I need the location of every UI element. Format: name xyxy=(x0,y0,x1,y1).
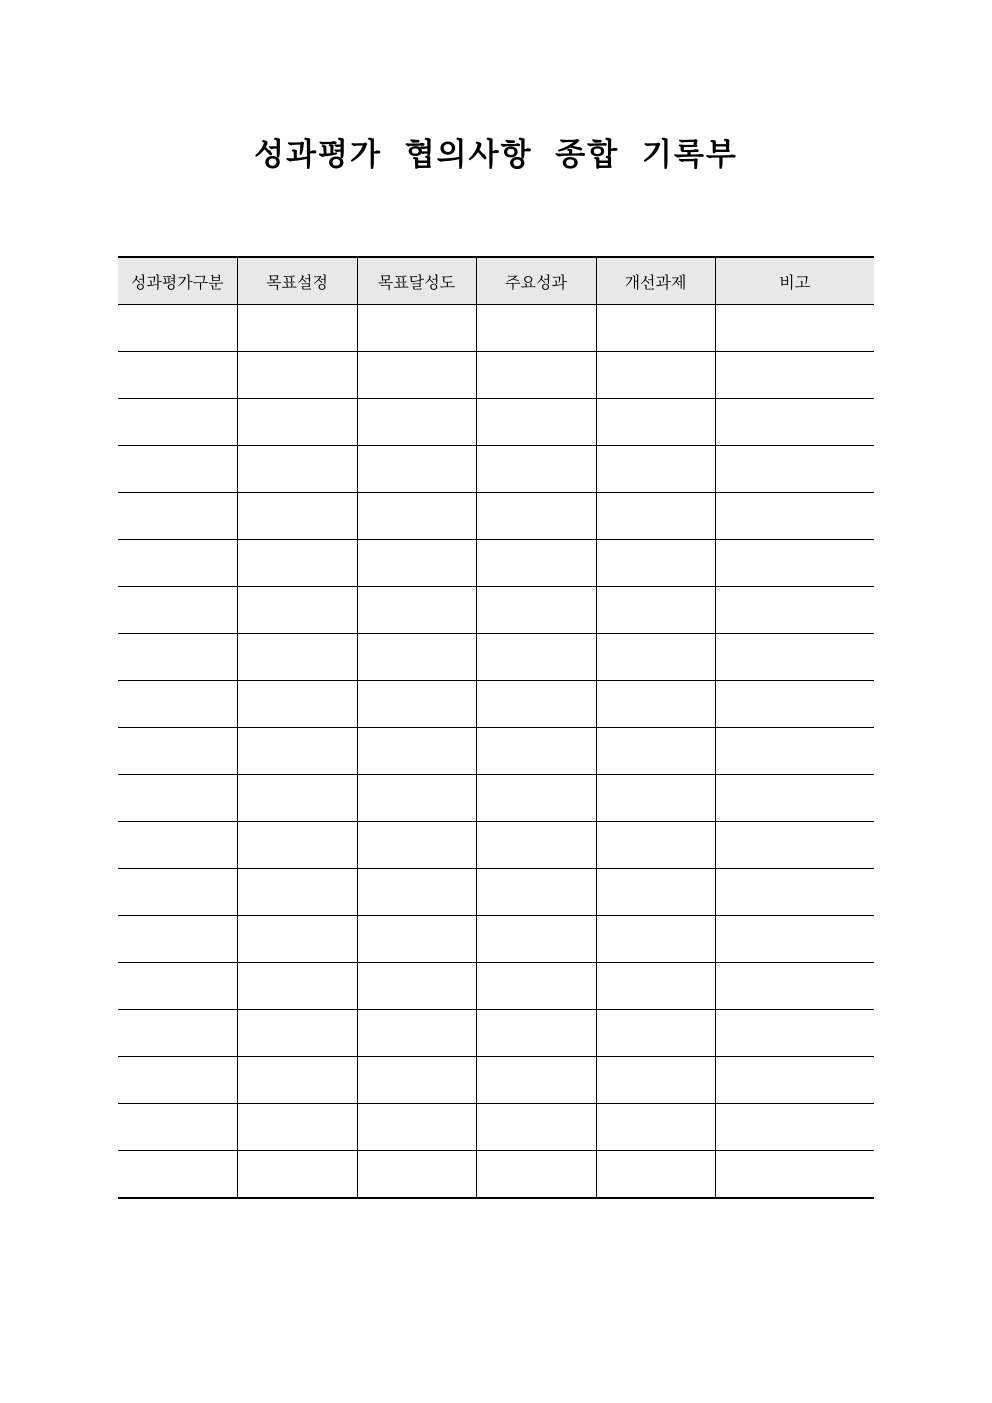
cell-goal-setting[interactable] xyxy=(237,916,357,963)
cell-goal-setting[interactable] xyxy=(237,493,357,540)
cell-goal-setting[interactable] xyxy=(237,587,357,634)
cell-key-results[interactable] xyxy=(476,963,596,1010)
cell-category[interactable] xyxy=(118,1057,237,1104)
cell-goal-setting[interactable] xyxy=(237,399,357,446)
cell-achievement[interactable] xyxy=(357,728,476,775)
cell-remarks[interactable] xyxy=(715,634,874,681)
cell-improvements[interactable] xyxy=(596,963,715,1010)
cell-key-results[interactable] xyxy=(476,1010,596,1057)
cell-remarks[interactable] xyxy=(715,1010,874,1057)
cell-key-results[interactable] xyxy=(476,822,596,869)
table-row xyxy=(118,446,874,493)
cell-remarks[interactable] xyxy=(715,728,874,775)
cell-goal-setting[interactable] xyxy=(237,352,357,399)
cell-category[interactable] xyxy=(118,305,237,352)
cell-category[interactable] xyxy=(118,540,237,587)
record-table xyxy=(118,256,874,1199)
cell-category[interactable] xyxy=(118,775,237,822)
cell-category[interactable] xyxy=(118,446,237,493)
cell-improvements[interactable] xyxy=(596,1057,715,1104)
cell-goal-setting[interactable] xyxy=(237,1010,357,1057)
cell-goal-setting[interactable] xyxy=(237,305,357,352)
cell-improvements[interactable] xyxy=(596,352,715,399)
table-row xyxy=(118,352,874,399)
cell-remarks[interactable] xyxy=(715,681,874,728)
table-row xyxy=(118,1151,874,1199)
cell-achievement[interactable] xyxy=(357,352,476,399)
cell-achievement[interactable] xyxy=(357,587,476,634)
cell-improvements[interactable] xyxy=(596,728,715,775)
header-row xyxy=(118,257,874,305)
cell-key-results[interactable] xyxy=(476,634,596,681)
cell-goal-setting[interactable] xyxy=(237,540,357,587)
table-row xyxy=(118,634,874,681)
cell-category[interactable] xyxy=(118,587,237,634)
cell-remarks[interactable] xyxy=(715,305,874,352)
cell-improvements[interactable] xyxy=(596,1010,715,1057)
cell-category[interactable] xyxy=(118,352,237,399)
cell-goal-setting[interactable] xyxy=(237,869,357,916)
column-header-goal-setting: 목표설정 xyxy=(237,257,357,305)
cell-remarks[interactable] xyxy=(715,540,874,587)
cell-improvements[interactable] xyxy=(596,399,715,446)
cell-remarks[interactable] xyxy=(715,822,874,869)
cell-achievement[interactable] xyxy=(357,493,476,540)
cell-key-results[interactable] xyxy=(476,446,596,493)
cell-goal-setting[interactable] xyxy=(237,728,357,775)
cell-goal-setting[interactable] xyxy=(237,775,357,822)
cell-goal-setting[interactable] xyxy=(237,446,357,493)
column-header-key-results: 주요성과 xyxy=(476,257,596,305)
column-header-category: 성과평가구분 xyxy=(118,257,237,305)
cell-key-results[interactable] xyxy=(476,540,596,587)
column-header-achievement: 목표달성도 xyxy=(357,257,476,305)
table-row xyxy=(118,728,874,775)
cell-improvements[interactable] xyxy=(596,540,715,587)
cell-category[interactable] xyxy=(118,916,237,963)
cell-achievement[interactable] xyxy=(357,305,476,352)
cell-goal-setting[interactable] xyxy=(237,822,357,869)
table-row xyxy=(118,493,874,540)
cell-key-results[interactable] xyxy=(476,916,596,963)
cell-improvements[interactable] xyxy=(596,493,715,540)
cell-improvements[interactable] xyxy=(596,916,715,963)
cell-achievement[interactable] xyxy=(357,1104,476,1151)
cell-key-results[interactable] xyxy=(476,1057,596,1104)
cell-category[interactable] xyxy=(118,681,237,728)
cell-key-results[interactable] xyxy=(476,305,596,352)
cell-improvements[interactable] xyxy=(596,869,715,916)
cell-key-results[interactable] xyxy=(476,493,596,540)
cell-improvements[interactable] xyxy=(596,822,715,869)
cell-key-results[interactable] xyxy=(476,869,596,916)
table-row xyxy=(118,1104,874,1151)
table-row xyxy=(118,916,874,963)
cell-remarks[interactable] xyxy=(715,1057,874,1104)
column-header-improvements: 개선과제 xyxy=(596,257,715,305)
cell-improvements[interactable] xyxy=(596,634,715,681)
cell-achievement[interactable] xyxy=(357,1057,476,1104)
cell-improvements[interactable] xyxy=(596,775,715,822)
cell-goal-setting[interactable] xyxy=(237,1057,357,1104)
cell-key-results[interactable] xyxy=(476,587,596,634)
cell-category[interactable] xyxy=(118,963,237,1010)
cell-key-results[interactable] xyxy=(476,399,596,446)
cell-key-results[interactable] xyxy=(476,1104,596,1151)
cell-category[interactable] xyxy=(118,493,237,540)
cell-remarks[interactable] xyxy=(715,399,874,446)
table-row xyxy=(118,399,874,446)
table-row xyxy=(118,681,874,728)
cell-category[interactable] xyxy=(118,1010,237,1057)
cell-category[interactable] xyxy=(118,822,237,869)
cell-achievement[interactable] xyxy=(357,399,476,446)
cell-category[interactable] xyxy=(118,634,237,681)
cell-category[interactable] xyxy=(118,399,237,446)
cell-category[interactable] xyxy=(118,869,237,916)
page-title: 성과평가 협의사항 종합 기록부 xyxy=(254,137,738,173)
cell-category[interactable] xyxy=(118,728,237,775)
table-row xyxy=(118,775,874,822)
cell-remarks[interactable] xyxy=(715,587,874,634)
cell-achievement[interactable] xyxy=(357,963,476,1010)
cell-achievement[interactable] xyxy=(357,634,476,681)
cell-achievement[interactable] xyxy=(357,1010,476,1057)
cell-category[interactable] xyxy=(118,1151,237,1199)
cell-category[interactable] xyxy=(118,1104,237,1151)
cell-goal-setting[interactable] xyxy=(237,963,357,1010)
table-row xyxy=(118,869,874,916)
cell-goal-setting[interactable] xyxy=(237,1104,357,1151)
table-body xyxy=(118,305,874,1199)
cell-key-results[interactable] xyxy=(476,1151,596,1199)
table-row xyxy=(118,540,874,587)
cell-remarks[interactable] xyxy=(715,493,874,540)
table-row xyxy=(118,305,874,352)
cell-achievement[interactable] xyxy=(357,540,476,587)
cell-improvements[interactable] xyxy=(596,446,715,493)
cell-achievement[interactable] xyxy=(357,446,476,493)
column-header-remarks: 비고 xyxy=(715,257,874,305)
table-row xyxy=(118,1010,874,1057)
cell-achievement[interactable] xyxy=(357,1151,476,1199)
cell-goal-setting[interactable] xyxy=(237,681,357,728)
cell-achievement[interactable] xyxy=(357,869,476,916)
cell-key-results[interactable] xyxy=(476,681,596,728)
cell-improvements[interactable] xyxy=(596,1151,715,1199)
table-row xyxy=(118,822,874,869)
cell-goal-setting[interactable] xyxy=(237,1151,357,1199)
cell-key-results[interactable] xyxy=(476,775,596,822)
cell-remarks[interactable] xyxy=(715,963,874,1010)
cell-improvements[interactable] xyxy=(596,305,715,352)
cell-remarks[interactable] xyxy=(715,1104,874,1151)
cell-improvements[interactable] xyxy=(596,587,715,634)
cell-achievement[interactable] xyxy=(357,916,476,963)
cell-remarks[interactable] xyxy=(715,446,874,493)
cell-key-results[interactable] xyxy=(476,728,596,775)
cell-goal-setting[interactable] xyxy=(237,634,357,681)
cell-remarks[interactable] xyxy=(715,869,874,916)
table-row xyxy=(118,963,874,1010)
cell-remarks[interactable] xyxy=(715,1151,874,1199)
table-row xyxy=(118,587,874,634)
cell-key-results[interactable] xyxy=(476,352,596,399)
table-row xyxy=(118,1057,874,1104)
cell-achievement[interactable] xyxy=(357,775,476,822)
cell-improvements[interactable] xyxy=(596,681,715,728)
cell-remarks[interactable] xyxy=(715,775,874,822)
cell-remarks[interactable] xyxy=(715,352,874,399)
cell-remarks[interactable] xyxy=(715,916,874,963)
cell-achievement[interactable] xyxy=(357,822,476,869)
cell-improvements[interactable] xyxy=(596,1104,715,1151)
cell-achievement[interactable] xyxy=(357,681,476,728)
